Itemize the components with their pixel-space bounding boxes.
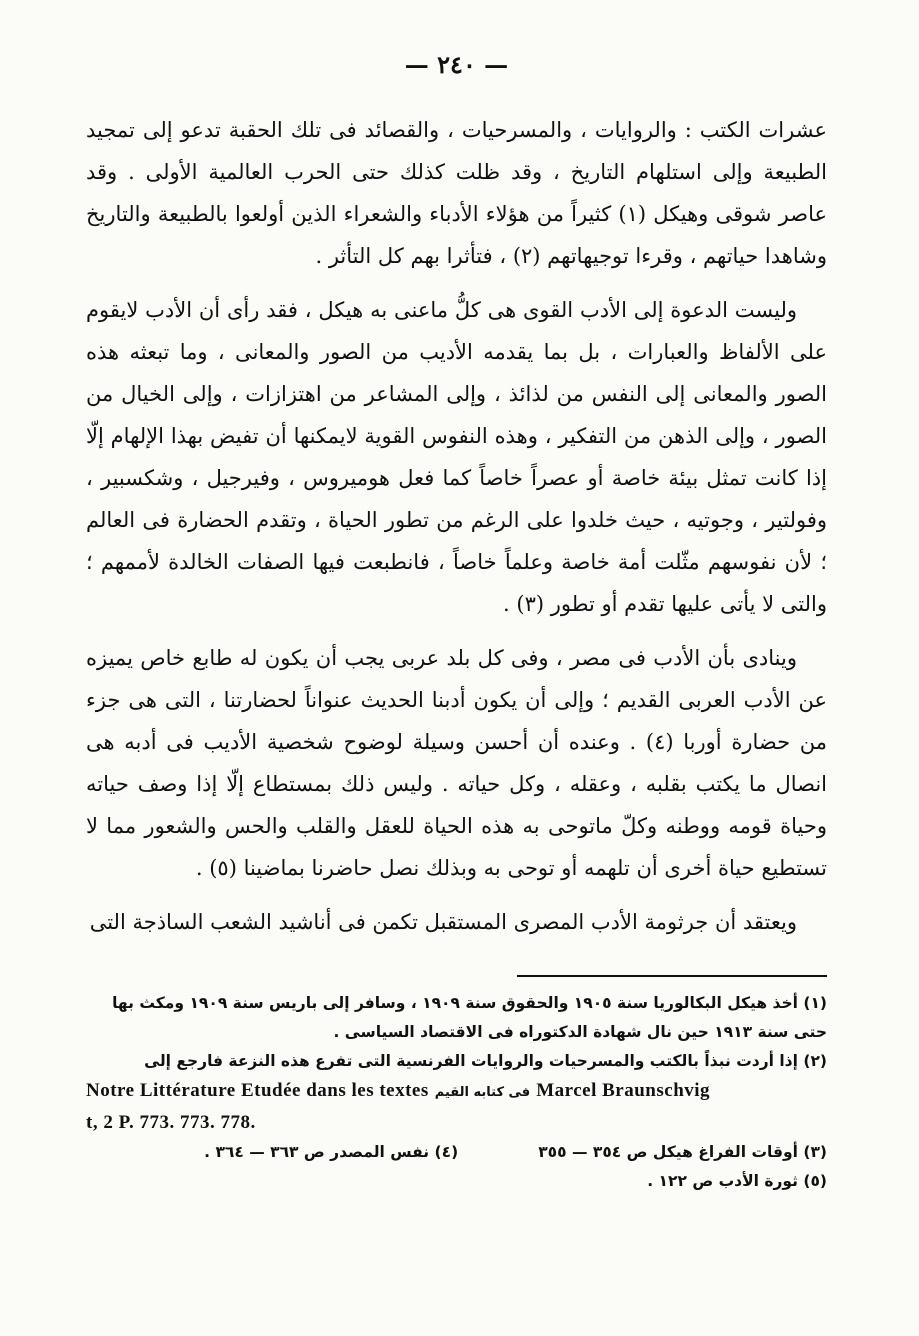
- paragraph-4: ويعتقد أن جرثومة الأدب المصرى المستقبل تكمن فى أناشيد الشعب الساذجة التى: [89, 910, 797, 934]
- paragraph-1: عشرات الكتب : والروايات ، والمسرحيات ، والقصائد فى تلك الحقبة تدعو إلى تمجيد الطبيعة وإلى استلهام التاريخ ، وقد ظلت كذلك حتى الحرب العالمية الأولى . وقد عاصر شوقى وهيكل (١) كثيراً من هؤلاء الأدباء والشعراء الذين أولعوا بالطبيعة والتاريخ وشاهدا حياتهم ، وقرءا توجيهاتهم (٢) ، فتأثرا بهم كل التأثر .: [86, 118, 827, 268]
- citation-arabic: فى كتابه القيم: [434, 1085, 531, 1100]
- page-number: — ٢٤٠ —: [404, 50, 509, 79]
- paragraph-2: وليست الدعوة إلى الأدب القوى هى كلُّ ماعنى به هيكل ، فقد رأى أن الأدب لايقوم على الألفاظ والعبارات ، بل بما يقدمه الأديب من الصور والمعانى ، وما تبعثه هذه الصور والمعانى إلى النفس من لذائذ ، وإلى المشاعر من اهتزازات ، وإلى الخيال من الصور ، وإلى الذهن من التفكير ، وهذه النفوس القوية لايمكنها أن تفيض بهذا الإلهام إلّا إذا كانت تمثل بيئة خاصة أو عصراً خاصاً كما فعل هوميروس ، وفيرجيل ، وشكسبير ، وفولتير ، وجوتيه ، حيث خلدوا على الرغم من تطور الحياة ، وتقدم الحضارة فى العالم ؛ لأن نفوسهم مثّلت أمة خاصة وعلماً خاصاً ، فانطبعت فيها الصفات الخالدة لأممهم ؛ والتى لا يأتى عليها تقدم أو تطور (٣) .: [86, 298, 827, 616]
- main-text: [86, 109, 827, 943]
- footnotes: [86, 989, 827, 1196]
- footnote-4: (٤) نفس المصدر ص ٣٦٣ — ٣٦٤ .: [204, 1143, 459, 1161]
- footnote-5: (٥) ثورة الأدب ص ١٢٢ .: [647, 1172, 827, 1190]
- citation-author: Marcel Braunschvig: [536, 1080, 711, 1101]
- footnote-2-citation: [86, 1076, 827, 1108]
- paragraph-3: وينادى بأن الأدب فى مصر ، وفى كل بلد عربى يجب أن يكون له طابع خاص يميزه عن الأدب العربى القديم ؛ وإلى أن يكون أدبنا الحديث عنواناً لحضارتنا ، التى هى جزء من حضارة أوربا (٤) . وعنده أن أحسن وسيلة لوضوح شخصية الأديب فى أدبه هى انصال ما يكتب بقلبه ، وعقله ، وكل حياته . وليس ذلك بمستطاع إلّا إذا وصف حياته وحياة قومه ووطنه وكلّ ماتوحى به هذه الحياة للعقل والقلب والحس والشعور مما لا تستطيع حياة أخرى أن تلهمه أو توحى به وبذلك نصل حاضرنا بماضينا (٥) .: [86, 646, 827, 880]
- citation-title: Notre Littérature Etudée dans les textes: [86, 1080, 429, 1101]
- footnote-2-pages: t, 2 P. 773. 773. 778.: [86, 1112, 256, 1133]
- footnote-separator: [517, 975, 827, 977]
- footnote-3: (٣) أوقات الفراغ هيكل ص ٣٥٤ — ٣٥٥: [538, 1143, 827, 1161]
- footnote-2: (٢) إذا أردت نبذاً بالكتب والمسرحيات والروايات الفرنسية التى تفرع هذه النزعة فارجع إلى: [144, 1052, 827, 1070]
- footnote-1: (١) أخذ هيكل البكالوريا سنة ١٩٠٥ والحقوق سنة ١٩٠٩ ، وسافر إلى باريس سنة ١٩٠٩ ومكث بها حتى سنة ١٩١٣ حين نال شهادة الدكتوراه فى الاقتصاد السياسى .: [112, 994, 827, 1041]
- footnote-row-3-4: [86, 1138, 827, 1167]
